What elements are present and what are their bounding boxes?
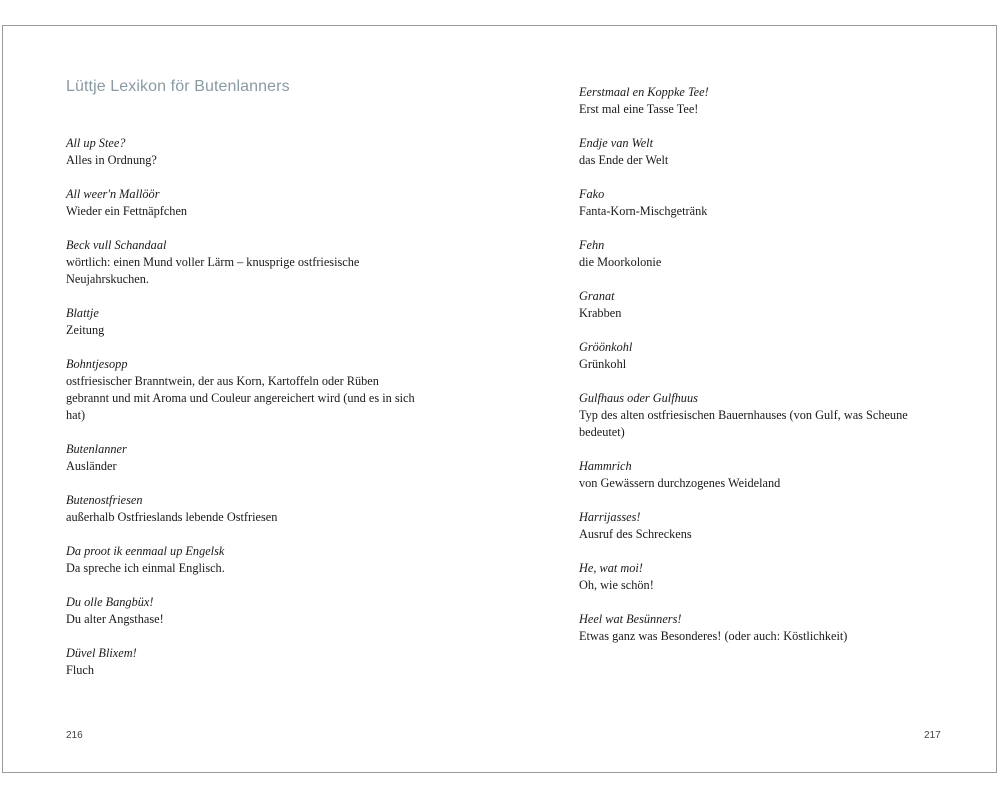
glossary-entry [579, 458, 949, 492]
glossary-term: Granat [579, 289, 615, 303]
glossary-list-right [579, 84, 949, 662]
glossary-entry [66, 645, 416, 679]
glossary-definition: Fanta-Korn-Mischgetränk [579, 204, 708, 218]
glossary-entry [66, 186, 416, 220]
glossary-term: Fako [579, 187, 605, 201]
glossary-entry [66, 492, 416, 526]
glossary-entry [579, 390, 949, 441]
glossary-term: Butenlanner [66, 442, 127, 456]
glossary-entry [66, 441, 416, 475]
glossary-entry [579, 237, 949, 271]
glossary-definition: Erst mal eine Tasse Tee! [579, 102, 699, 116]
glossary-definition: Oh, wie schön! [579, 578, 654, 592]
glossary-entry [579, 186, 949, 220]
glossary-definition: Zeitung [66, 323, 105, 337]
glossary-definition: Alles in Ordnung? [66, 153, 157, 167]
glossary-entry [66, 543, 416, 577]
glossary-definition: Du alter Angsthase! [66, 612, 164, 626]
glossary-definition: Fluch [66, 663, 95, 677]
glossary-definition: Typ des alten ostfriesischen Bauernhauses (von Gulf, was Scheune bedeutet) [579, 408, 908, 439]
section-title: Lüttje Lexikon för Butenlanners [66, 78, 290, 95]
glossary-entry [579, 560, 949, 594]
glossary-list-left [66, 135, 416, 696]
glossary-definition: von Gewässern durchzogenes Weideland [579, 476, 781, 490]
glossary-definition: wörtlich: einen Mund voller Lärm – knusprige ostfriesische Neujahrskuchen. [66, 255, 360, 286]
glossary-entry [579, 288, 949, 322]
glossary-entry [579, 135, 949, 169]
glossary-definition: Wieder ein Fettnäpfchen [66, 204, 188, 218]
glossary-term: Fehn [579, 238, 605, 252]
glossary-definition: Etwas ganz was Besonderes! (oder auch: Köstlichkeit) [579, 629, 848, 643]
glossary-definition: Grünkohl [579, 357, 627, 371]
glossary-definition: Da spreche ich einmal Englisch. [66, 561, 225, 575]
glossary-definition: das Ende der Welt [579, 153, 669, 167]
glossary-term: He, wat moi! [579, 561, 643, 575]
glossary-term: Da proot ik eenmaal up Engelsk [66, 544, 225, 558]
glossary-term: Blattje [66, 306, 99, 320]
glossary-term: Heel wat Besünners! [579, 612, 682, 626]
glossary-entry [66, 237, 416, 288]
glossary-term: Endje van Welt [579, 136, 653, 150]
glossary-entry [579, 339, 949, 373]
glossary-term: All weer'n Mallöör [66, 187, 160, 201]
glossary-term: Düvel Blixem! [66, 646, 137, 660]
glossary-term: All up Stee? [66, 136, 126, 150]
glossary-term: Beck vull Schandaal [66, 238, 167, 252]
page-number-left: 216 [66, 730, 83, 741]
glossary-entry [579, 611, 949, 645]
glossary-entry [66, 356, 416, 424]
glossary-term: Harrijasses! [579, 510, 641, 524]
glossary-term: Gulfhaus oder Gulfhuus [579, 391, 698, 405]
glossary-definition: Krabben [579, 306, 622, 320]
glossary-entry [66, 305, 416, 339]
page-number-right: 217 [924, 730, 941, 741]
glossary-entry [579, 509, 949, 543]
glossary-definition: Ausländer [66, 459, 117, 473]
glossary-term: Gröönkohl [579, 340, 633, 354]
glossary-entry [579, 84, 949, 118]
glossary-entry [66, 594, 416, 628]
glossary-term: Du olle Bangbüx! [66, 595, 154, 609]
glossary-definition: ostfriesischer Branntwein, der aus Korn, Kartoffeln oder Rüben gebrannt und mit Aroma und Couleur angereichert wird (und es in sich hat) [66, 374, 415, 422]
glossary-definition: Ausruf des Schreckens [579, 527, 692, 541]
right-page [500, 26, 997, 772]
glossary-term: Eerstmaal en Koppke Tee! [579, 85, 709, 99]
glossary-definition: außerhalb Ostfrieslands lebende Ostfriesen [66, 510, 278, 524]
glossary-entry [66, 135, 416, 169]
glossary-term: Butenostfriesen [66, 493, 143, 507]
left-page [3, 26, 500, 772]
book-spread [2, 25, 997, 773]
glossary-term: Bohntjesopp [66, 357, 128, 371]
glossary-term: Hammrich [579, 459, 632, 473]
glossary-definition: die Moorkolonie [579, 255, 662, 269]
